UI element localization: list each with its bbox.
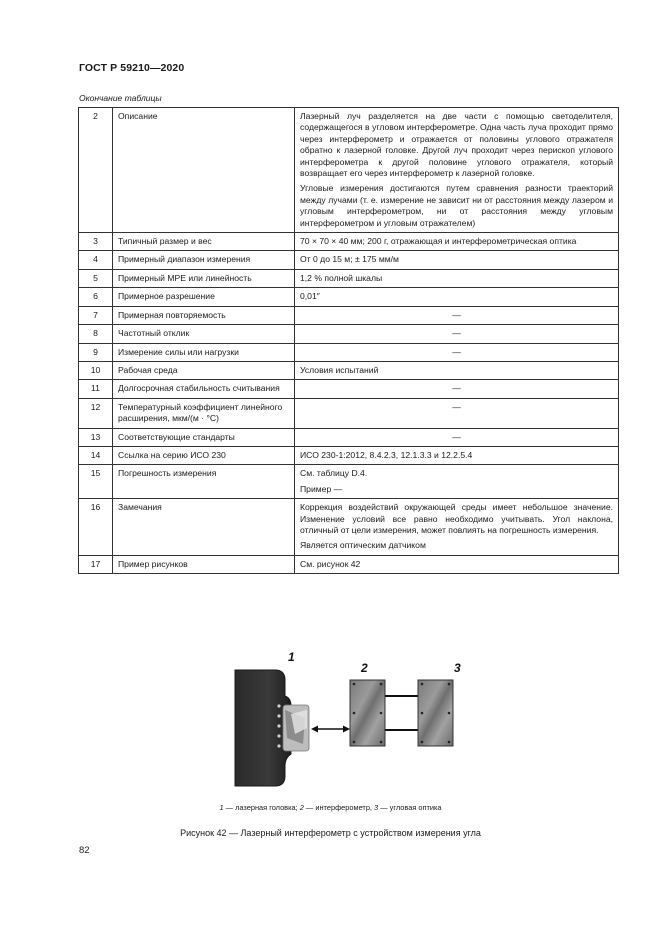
table-row — [79, 380, 619, 398]
table-row — [79, 306, 619, 324]
table-row — [79, 398, 619, 428]
row-number: 2 — [79, 108, 113, 233]
row-parameter: Долгосрочная стабильность считывания — [113, 380, 295, 398]
row-parameter: Ссылка на серию ИСО 230 — [113, 446, 295, 464]
row-value — [295, 108, 619, 233]
row-value: — — [295, 398, 619, 428]
row-number: 13 — [79, 428, 113, 446]
row-value: 0,01″ — [295, 288, 619, 306]
figure-diagram — [225, 648, 495, 798]
label-3: 3 — [454, 661, 461, 675]
row-value: — — [295, 325, 619, 343]
row-value: — — [295, 306, 619, 324]
row-parameter: Частотный отклик — [113, 325, 295, 343]
laser-beam — [311, 726, 350, 733]
row-number: 12 — [79, 398, 113, 428]
row-value: 70 × 70 × 40 мм; 200 г, отражающая и интерферометрическая оптика — [295, 233, 619, 251]
row-parameter: Типичный размер и вес — [113, 233, 295, 251]
row-parameter: Описание — [113, 108, 295, 233]
row-value: ИСО 230-1:2012, 8.4.2.3, 12.1.3.3 и 12.2.5.4 — [295, 446, 619, 464]
table-row — [79, 269, 619, 287]
row-value: От 0 до 15 м; ± 175 мм/м — [295, 251, 619, 269]
row-parameter: Примерное разрешение — [113, 288, 295, 306]
row-value — [295, 499, 619, 556]
laser-head — [235, 670, 309, 786]
row-parameter: Замечания — [113, 499, 295, 556]
row-value: См. рисунок 42 — [295, 555, 619, 573]
row-number: 10 — [79, 361, 113, 379]
row-value: — — [295, 428, 619, 446]
row-value: — — [295, 380, 619, 398]
row-number: 9 — [79, 343, 113, 361]
table-row — [79, 428, 619, 446]
value-paragraph: См. таблицу D.4. — [300, 468, 368, 479]
row-number: 4 — [79, 251, 113, 269]
figure-laser-interferometer — [225, 648, 495, 798]
row-value: — — [295, 343, 619, 361]
table-row — [79, 465, 619, 499]
value-paragraph: Угловые измерения достигаются путем сравнения разности траекторий между лучами (т. е. измерение не зависит ни от расстояния между лазером и угловым интерферометром, ни от расстояния между угловым интерферометром и угловым отражателем) — [300, 183, 613, 228]
row-parameter: Примерный диапазон измерения — [113, 251, 295, 269]
label-2: 2 — [361, 661, 368, 675]
table-row — [79, 499, 619, 556]
document-header: ГОСТ Р 59210—2020 — [79, 62, 185, 74]
value-paragraph: Пример — — [300, 483, 343, 494]
row-number: 16 — [79, 499, 113, 556]
legend-num-3: 3 — [374, 803, 379, 812]
row-number: 5 — [79, 269, 113, 287]
table-row — [79, 325, 619, 343]
label-1: 1 — [288, 650, 295, 664]
row-number: 17 — [79, 555, 113, 573]
table-row — [79, 288, 619, 306]
row-number: 15 — [79, 465, 113, 499]
table-row — [79, 251, 619, 269]
row-parameter: Соответствующие стандарты — [113, 428, 295, 446]
legend-text-3: — угловая оптика — [378, 803, 442, 812]
legend-text-1: — лазерная головка; — [223, 803, 300, 812]
row-value: Условия испытаний — [295, 361, 619, 379]
row-parameter: Температурный коэффициент линейного расширения, мкм/(м · °С) — [113, 398, 295, 428]
page-number: 82 — [79, 845, 90, 856]
row-parameter: Примерный MPE или линейность — [113, 269, 295, 287]
row-parameter: Рабочая среда — [113, 361, 295, 379]
figure-caption: Рисунок 42 — Лазерный интерферометр с устройством измерения угла — [180, 828, 481, 838]
row-parameter: Пример рисунков — [113, 555, 295, 573]
row-value: 1,2 % полной шкалы — [295, 269, 619, 287]
figure-legend — [0, 803, 661, 812]
legend-text-2: — интерферометр, — [303, 803, 375, 812]
row-number: 3 — [79, 233, 113, 251]
value-paragraph: Лазерный луч разделяется на две части с помощью светоделителя, содержащегося в угловом интерферометре. Одна часть луча проходит прямо через интерферометр и отражается от половины углового отражателя обратно к лазерной головке. Другой луч проходит через перископ углового интерферометра к другой половине углового отражателя, который возвращает его через интерферометр к лазерной головке. — [300, 111, 613, 179]
legend-num-2: 2 — [299, 803, 304, 812]
angular-optics — [418, 680, 453, 746]
table-row — [79, 446, 619, 464]
legend-num-1: 1 — [219, 803, 224, 812]
row-parameter: Измерение силы или нагрузки — [113, 343, 295, 361]
table-row — [79, 361, 619, 379]
value-paragraph: Коррекция воздействий окружающей среды имеет небольшое значение. Изменение условий все равно необходимо учитывать. Угол наклона, отличный от цели измерения, может повлиять на погрешность измерения. — [300, 502, 613, 535]
table-row — [79, 233, 619, 251]
row-number: 8 — [79, 325, 113, 343]
table-row — [79, 555, 619, 573]
row-number: 7 — [79, 306, 113, 324]
spec-table — [78, 107, 619, 574]
row-value — [295, 465, 619, 499]
table-row — [79, 108, 619, 233]
table-row — [79, 343, 619, 361]
table-caption: Окончание таблицы — [79, 93, 162, 103]
interferometer — [350, 680, 385, 746]
row-number: 14 — [79, 446, 113, 464]
row-parameter: Примерная повторяемость — [113, 306, 295, 324]
row-number: 6 — [79, 288, 113, 306]
value-paragraph: Является оптическим датчиком — [300, 540, 426, 551]
row-parameter: Погрешность измерения — [113, 465, 295, 499]
row-number: 11 — [79, 380, 113, 398]
